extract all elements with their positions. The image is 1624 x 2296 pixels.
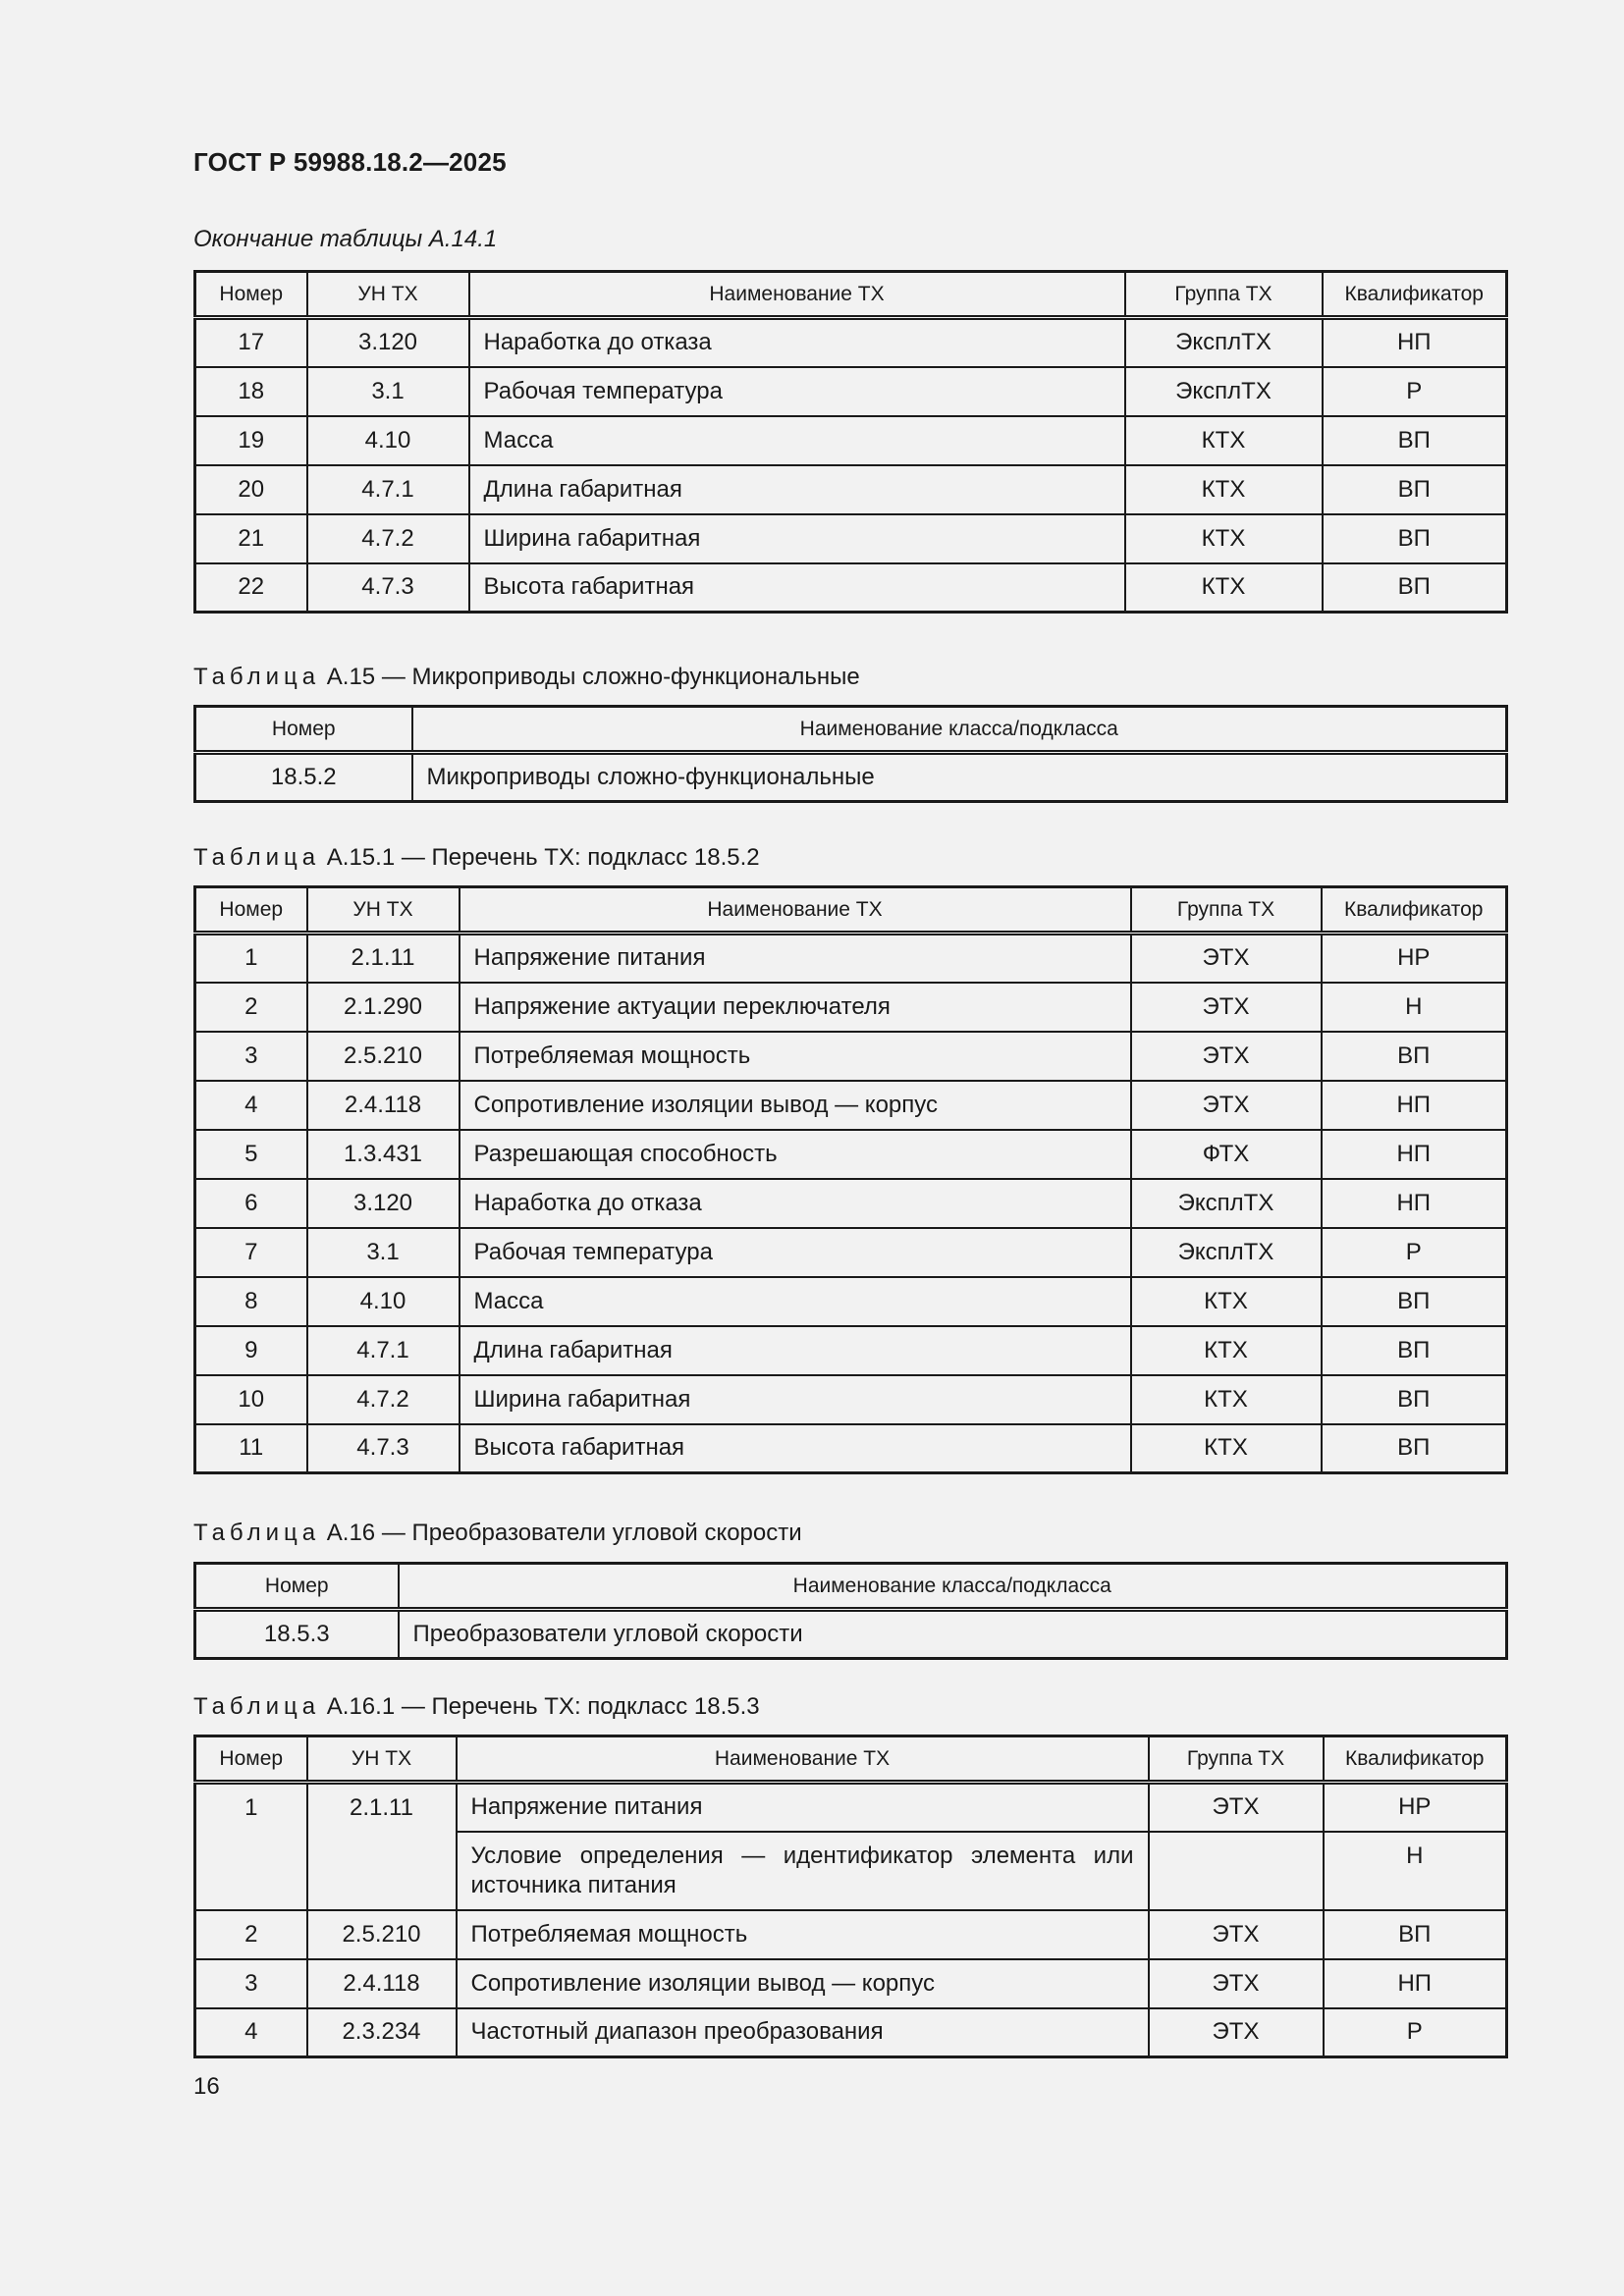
- table-header-row: [195, 272, 1507, 318]
- table-a15-1-caption: [193, 844, 760, 872]
- cell-name: Рабочая температура: [469, 367, 1125, 416]
- cell-qual: Р: [1324, 2008, 1507, 2057]
- cell-num: 10: [195, 1375, 307, 1424]
- cell-num: 1: [195, 934, 307, 983]
- table-header-row: [195, 887, 1507, 934]
- cell-num: 9: [195, 1326, 307, 1375]
- cell-un: 2.1.11: [307, 1783, 457, 1910]
- cell-group: ФТХ: [1131, 1130, 1322, 1179]
- col-header-un: УН ТХ: [307, 272, 469, 318]
- cell-qual: ВП: [1322, 1032, 1507, 1081]
- table-row: [195, 563, 1507, 613]
- col-header-num: Номер: [195, 707, 412, 753]
- table-row: [195, 753, 1507, 802]
- cell-un: 3.120: [307, 318, 469, 367]
- cell-un: 2.4.118: [307, 1081, 460, 1130]
- col-header-name: Наименование ТХ: [457, 1736, 1149, 1783]
- col-header-un: УН ТХ: [307, 1736, 457, 1783]
- table-row: [195, 1179, 1507, 1228]
- cell-num: 3: [195, 1032, 307, 1081]
- table-row: [195, 1375, 1507, 1424]
- col-header-group: Группа ТХ: [1131, 887, 1322, 934]
- cell-num: 2: [195, 983, 307, 1032]
- table-a15-1-caption-label: Таблица: [193, 844, 321, 871]
- table-row: [195, 983, 1507, 1032]
- cell-group: ЭксплТХ: [1125, 367, 1323, 416]
- cell-name: Напряжение питания: [460, 934, 1131, 983]
- cell-qual: ВП: [1322, 1375, 1507, 1424]
- cell-group: КТХ: [1125, 416, 1323, 465]
- table-a15-1-caption-text: А.15.1 — Перечень ТХ: подкласс 18.5.2: [326, 844, 760, 871]
- page-number: 16: [193, 2073, 220, 2100]
- table-row: [195, 465, 1507, 514]
- cell-qual: ВП: [1323, 416, 1507, 465]
- cell-class-name: Микроприводы сложно-функциональные: [412, 753, 1507, 802]
- table-a16-caption-text: А.16 — Преобразователи угловой скорости: [326, 1520, 802, 1546]
- table-row: [195, 1326, 1507, 1375]
- cell-group: КТХ: [1125, 465, 1323, 514]
- table-row: [195, 367, 1507, 416]
- cell-class-name: Преобразователи угловой скорости: [399, 1610, 1507, 1659]
- col-header-qual: Квалификатор: [1324, 1736, 1507, 1783]
- cell-group: ЭксплТХ: [1125, 318, 1323, 367]
- col-header-num: Номер: [195, 1564, 399, 1610]
- cell-name: Наработка до отказа: [460, 1179, 1131, 1228]
- table-a15-caption: [193, 664, 860, 691]
- col-header-class-name: Наименование класса/подкласса: [399, 1564, 1507, 1610]
- cell-group: КТХ: [1131, 1326, 1322, 1375]
- cell-name: Масса: [469, 416, 1125, 465]
- cell-name: Длина габаритная: [469, 465, 1125, 514]
- cell-num: 21: [195, 514, 307, 563]
- cell-un: 3.1: [307, 1228, 460, 1277]
- cell-num: 18.5.2: [195, 753, 412, 802]
- col-header-num: Номер: [195, 272, 307, 318]
- col-header-group: Группа ТХ: [1125, 272, 1323, 318]
- cell-qual: НП: [1324, 1959, 1507, 2008]
- cell-un: 2.5.210: [307, 1910, 457, 1959]
- table-header-row: [195, 707, 1507, 753]
- cell-name: Масса: [460, 1277, 1131, 1326]
- col-header-group: Группа ТХ: [1149, 1736, 1324, 1783]
- cell-qual: НП: [1323, 318, 1507, 367]
- cell-num: 11: [195, 1424, 307, 1473]
- table-row: [195, 1959, 1507, 2008]
- cell-un: 4.7.2: [307, 514, 469, 563]
- cell-num: 4: [195, 2008, 307, 2057]
- col-header-un: УН ТХ: [307, 887, 460, 934]
- cell-name: Ширина габаритная: [469, 514, 1125, 563]
- cell-num: 20: [195, 465, 307, 514]
- cell-num: 17: [195, 318, 307, 367]
- cell-name: Частотный диапазон преобразования: [457, 2008, 1149, 2057]
- table-row: [195, 1610, 1507, 1659]
- cell-group: КТХ: [1125, 563, 1323, 613]
- table-a16-1: [193, 1735, 1508, 2058]
- cell-num: 18.5.3: [195, 1610, 399, 1659]
- col-header-class-name: Наименование класса/подкласса: [412, 707, 1507, 753]
- col-header-name: Наименование ТХ: [460, 887, 1131, 934]
- cell-group: КТХ: [1131, 1277, 1322, 1326]
- table-a16-1-caption-label: Таблица: [193, 1693, 321, 1720]
- cell-name: Длина габаритная: [460, 1326, 1131, 1375]
- cell-num: 19: [195, 416, 307, 465]
- table-a15-caption-text: А.15 — Микроприводы сложно-функциональные: [326, 664, 860, 690]
- table-a14-1: [193, 270, 1508, 614]
- cell-un: 4.7.1: [307, 1326, 460, 1375]
- cell-group: ЭТХ: [1149, 1783, 1324, 1832]
- cell-un: 4.7.3: [307, 563, 469, 613]
- table-row: [195, 1783, 1507, 1832]
- col-header-qual: Квалификатор: [1323, 272, 1507, 318]
- cell-num: 8: [195, 1277, 307, 1326]
- cell-qual: Н: [1324, 1832, 1507, 1910]
- cell-num: 22: [195, 563, 307, 613]
- cell-name: Напряжение питания: [457, 1783, 1149, 1832]
- cell-num: 7: [195, 1228, 307, 1277]
- cell-qual: НП: [1322, 1130, 1507, 1179]
- table-row: [195, 1910, 1507, 1959]
- cell-num: 3: [195, 1959, 307, 2008]
- cell-qual: ВП: [1322, 1326, 1507, 1375]
- cell-un: 2.1.290: [307, 983, 460, 1032]
- cell-name: Высота габаритная: [469, 563, 1125, 613]
- cell-qual: НП: [1322, 1179, 1507, 1228]
- table-row: [195, 1424, 1507, 1473]
- table-row: [195, 416, 1507, 465]
- table-a15: [193, 705, 1508, 803]
- table-header-row: [195, 1736, 1507, 1783]
- cell-qual: ВП: [1323, 465, 1507, 514]
- table-row: [195, 1228, 1507, 1277]
- cell-qual: ВП: [1324, 1910, 1507, 1959]
- table-a16-1-caption: [193, 1693, 760, 1721]
- cell-name: Сопротивление изоляции вывод — корпус: [460, 1081, 1131, 1130]
- cell-qual: ВП: [1322, 1424, 1507, 1473]
- cell-name: Высота габаритная: [460, 1424, 1131, 1473]
- cell-un: 4.7.3: [307, 1424, 460, 1473]
- cell-un: 2.5.210: [307, 1032, 460, 1081]
- cell-group: ЭксплТХ: [1131, 1179, 1322, 1228]
- table-row: [195, 1130, 1507, 1179]
- table-row: [195, 318, 1507, 367]
- cell-qual: НР: [1322, 934, 1507, 983]
- table-row: [195, 1081, 1507, 1130]
- cell-qual: НР: [1324, 1783, 1507, 1832]
- cell-un: 4.7.2: [307, 1375, 460, 1424]
- cell-qual: Р: [1322, 1228, 1507, 1277]
- cell-un: 2.3.234: [307, 2008, 457, 2057]
- cell-un: 3.120: [307, 1179, 460, 1228]
- table-a16-caption-label: Таблица: [193, 1520, 321, 1546]
- cell-group: КТХ: [1131, 1375, 1322, 1424]
- cell-un: 2.1.11: [307, 934, 460, 983]
- table-header-row: [195, 1564, 1507, 1610]
- cell-name: Ширина габаритная: [460, 1375, 1131, 1424]
- cell-num: 18: [195, 367, 307, 416]
- cell-name: Напряжение актуации переключателя: [460, 983, 1131, 1032]
- cell-un: 2.4.118: [307, 1959, 457, 2008]
- table-row: [195, 934, 1507, 983]
- table-row: [195, 514, 1507, 563]
- cell-name: Наработка до отказа: [469, 318, 1125, 367]
- cell-qual: ВП: [1322, 1277, 1507, 1326]
- cell-group: ЭТХ: [1131, 1032, 1322, 1081]
- cell-group: [1149, 1832, 1324, 1910]
- cell-un: 4.10: [307, 416, 469, 465]
- col-header-num: Номер: [195, 887, 307, 934]
- cell-group: ЭксплТХ: [1131, 1228, 1322, 1277]
- cell-qual: Н: [1322, 983, 1507, 1032]
- col-header-name: Наименование ТХ: [469, 272, 1125, 318]
- col-header-qual: Квалификатор: [1322, 887, 1507, 934]
- cell-num: 4: [195, 1081, 307, 1130]
- table-a15-1: [193, 885, 1508, 1474]
- cell-qual: НП: [1322, 1081, 1507, 1130]
- cell-qual: Р: [1323, 367, 1507, 416]
- cell-num: 6: [195, 1179, 307, 1228]
- table-row: [195, 1277, 1507, 1326]
- cell-un: 4.7.1: [307, 465, 469, 514]
- cell-qual: ВП: [1323, 514, 1507, 563]
- cell-group: КТХ: [1131, 1424, 1322, 1473]
- document-header: ГОСТ Р 59988.18.2—2025: [193, 147, 507, 177]
- cell-name: Потребляемая мощность: [460, 1032, 1131, 1081]
- table-a15-caption-label: Таблица: [193, 664, 321, 690]
- table-row: [195, 2008, 1507, 2057]
- cell-group: ЭТХ: [1149, 1959, 1324, 2008]
- cell-group: ЭТХ: [1131, 983, 1322, 1032]
- table-a16-1-caption-text: А.16.1 — Перечень ТХ: подкласс 18.5.3: [326, 1693, 760, 1720]
- table-a14-1-caption: Окончание таблицы А.14.1: [193, 226, 498, 252]
- cell-group: ЭТХ: [1149, 2008, 1324, 2057]
- cell-group: ЭТХ: [1131, 1081, 1322, 1130]
- cell-num: 1: [195, 1783, 307, 1910]
- cell-un: 1.3.431: [307, 1130, 460, 1179]
- col-header-num: Номер: [195, 1736, 307, 1783]
- cell-num: 5: [195, 1130, 307, 1179]
- cell-group: ЭТХ: [1131, 934, 1322, 983]
- cell-un: 3.1: [307, 367, 469, 416]
- cell-name: Разрешающая способность: [460, 1130, 1131, 1179]
- cell-name: Рабочая температура: [460, 1228, 1131, 1277]
- cell-num: 2: [195, 1910, 307, 1959]
- table-a16: [193, 1562, 1508, 1660]
- table-a16-caption: [193, 1520, 802, 1547]
- table-row: [195, 1032, 1507, 1081]
- cell-group: ЭТХ: [1149, 1910, 1324, 1959]
- cell-group: КТХ: [1125, 514, 1323, 563]
- cell-name: Сопротивление изоляции вывод — корпус: [457, 1959, 1149, 2008]
- cell-qual: ВП: [1323, 563, 1507, 613]
- cell-un: 4.10: [307, 1277, 460, 1326]
- cell-name: Условие определения — идентификатор элемента или источника питания: [457, 1832, 1149, 1910]
- cell-name: Потребляемая мощность: [457, 1910, 1149, 1959]
